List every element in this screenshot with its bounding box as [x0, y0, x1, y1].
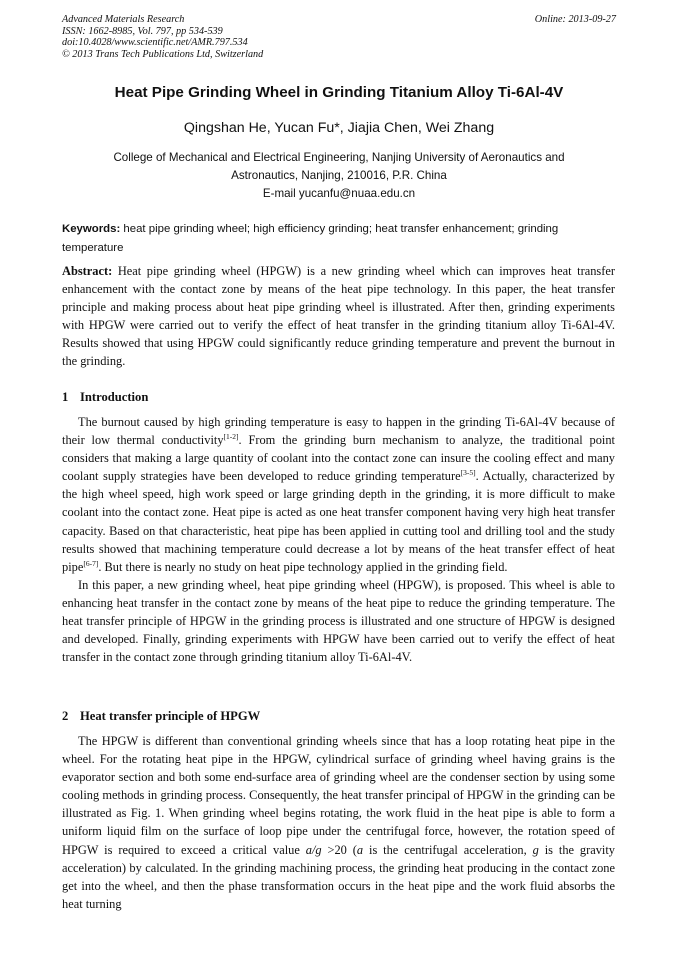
citation[interactable]: [1-2] — [223, 432, 239, 442]
text-run: The burnout caused by high grinding temperature is easy to happen in the grinding Ti-6Al-4V because of their low thermal conductivity — [62, 415, 615, 448]
citation[interactable]: [3-5] — [460, 468, 476, 478]
section-2-number: 2 — [62, 709, 69, 723]
affiliation-line-2: Astronautics, Nanjing, 210016, P.R. China — [231, 169, 447, 182]
keywords-text: heat pipe grinding wheel; high efficiency grinding; heat transfer enhancement; grinding temperature — [62, 223, 559, 254]
section-1-body — [62, 413, 615, 666]
abstract-label: Abstract: — [62, 264, 113, 278]
author-list: Qingshan He, Yucan Fu*, Jiajia Chen, Wei Zhang — [183, 120, 495, 136]
paper-title: Heat Pipe Grinding Wheel in Grinding Titanium Alloy Ti-6Al-4V — [114, 84, 564, 101]
affiliation-line-1: College of Mechanical and Electrical Engineering, Nanjing University of Aeronautics and — [113, 151, 565, 164]
doi-line[interactable]: doi:10.4028/www.scientific.net/AMR.797.534 — [62, 37, 248, 49]
text-run: . From the grinding burn mechanism to analyze, the traditional point considers that making a large quantity of coolant into the contact zone can insure the cooling effect and many coolant supply strategies have been developed to reduce grinding temperature — [62, 433, 615, 484]
journal-name: Advanced Materials Research — [62, 14, 185, 25]
section-1-number: 1 — [62, 390, 69, 404]
abstract-block — [62, 262, 615, 371]
keywords-block — [62, 220, 616, 257]
text-run: >20 ( — [321, 842, 357, 857]
section-1-paragraph-1 — [62, 413, 615, 576]
variable-g: g — [532, 842, 539, 857]
variable-ag: a/g — [305, 842, 322, 857]
issn-line: ISSN: 1662-8985, Vol. 797, pp 534-539 — [62, 25, 223, 37]
text-run: is the gravity acceleration) by calculated. In the grinding machining process, the grinding heat producing in the contact zone get into the wheel, and then the phase transformation occurs in the heat pipe and the work fluid absorbs the heat turning — [62, 842, 616, 911]
text-run: . Actually, characterized by the high wheel speed, high work speed or large grinding depth in the grinding, it is more difficult to make coolant into the contact zone. Heat pipe is acted as one heat transfer component having very high heat transfer capacity. Based on that characteristic, heat pipe has been applied in cutting tool and drilling tool and the study results showed that machining temperature could decrease a lot by means of the heat transfer effect of heat pipe — [62, 469, 615, 574]
abstract-text: Heat pipe grinding wheel (HPGW) is a new grinding wheel which can improves heat transfer enhancement with the contact zone by means of the heat pipe technology. In this paper, the heat transfer principle and making process about heat pipe grinding wheel is illustrated. After then, grinding experiments with HPGW were carried out to verify the effect of heat transfer in the grinding titanium alloy Ti-6Al-4V. Results showed that using HPGW could significantly reduce grinding temperature and prevent the burnout in the grinding. — [62, 264, 615, 369]
section-2-title: Heat transfer principle of HPGW — [80, 709, 261, 723]
keywords-label: Keywords: — [62, 223, 121, 235]
section-2-paragraph-1 — [62, 732, 615, 913]
section-1-heading — [62, 390, 148, 405]
journal-header — [62, 14, 616, 60]
text-run: The HPGW is different than conventional grinding wheels since that has a loop rotating heat pipe in the wheel. For the rotating heat pipe in the HPGW, cylindrical surface of grinding wheel having grains is the evaporator section and both some end-surface area of grinding wheel are the condenser section by using some cooling methods in grinding process. Consequently, the heat transfer principal of HPGW in the grinding can be illustrated as Fig. 1. When grinding wheel begins rotating, the work fluid in the heat pipe is able to form a uniform liquid film on the surface of loop pipe under the centrifugal force, however, the rotation speed of HPGW is required to exceed a critical value — [62, 734, 615, 857]
section-2-body — [62, 732, 615, 913]
variable-a: a — [356, 842, 364, 857]
text-run: . But there is nearly no study on heat pipe technology applied in the grinding field. — [98, 559, 508, 574]
section-2-heading — [62, 709, 260, 724]
author-email[interactable]: E-mail yucanfu@nuaa.edu.cn — [262, 187, 416, 200]
online-date: Online: 2013-09-27 — [534, 14, 616, 25]
section-1-paragraph-2: In this paper, a new grinding wheel, heat pipe grinding wheel (HPGW), is proposed. This wheel is able to enhancing heat transfer in the contact zone by means of the heat pipe to reduce the grinding temperature. The heat transfer principle of HPGW in the grinding process is illustrated and one structure of HPGW is designed and developed. Finally, grinding experiments with HPGW have been carried out to verify the effect of heat transfer in the contact zone through grinding titanium alloy Ti-6Al-4V. — [62, 577, 615, 665]
copyright-line: © 2013 Trans Tech Publications Ltd, Switzerland — [62, 48, 264, 60]
section-1-title: Introduction — [80, 390, 149, 404]
citation[interactable]: [6-7] — [83, 558, 99, 568]
affiliation — [70, 149, 608, 203]
text-run: is the centrifugal acceleration, — [363, 842, 533, 857]
